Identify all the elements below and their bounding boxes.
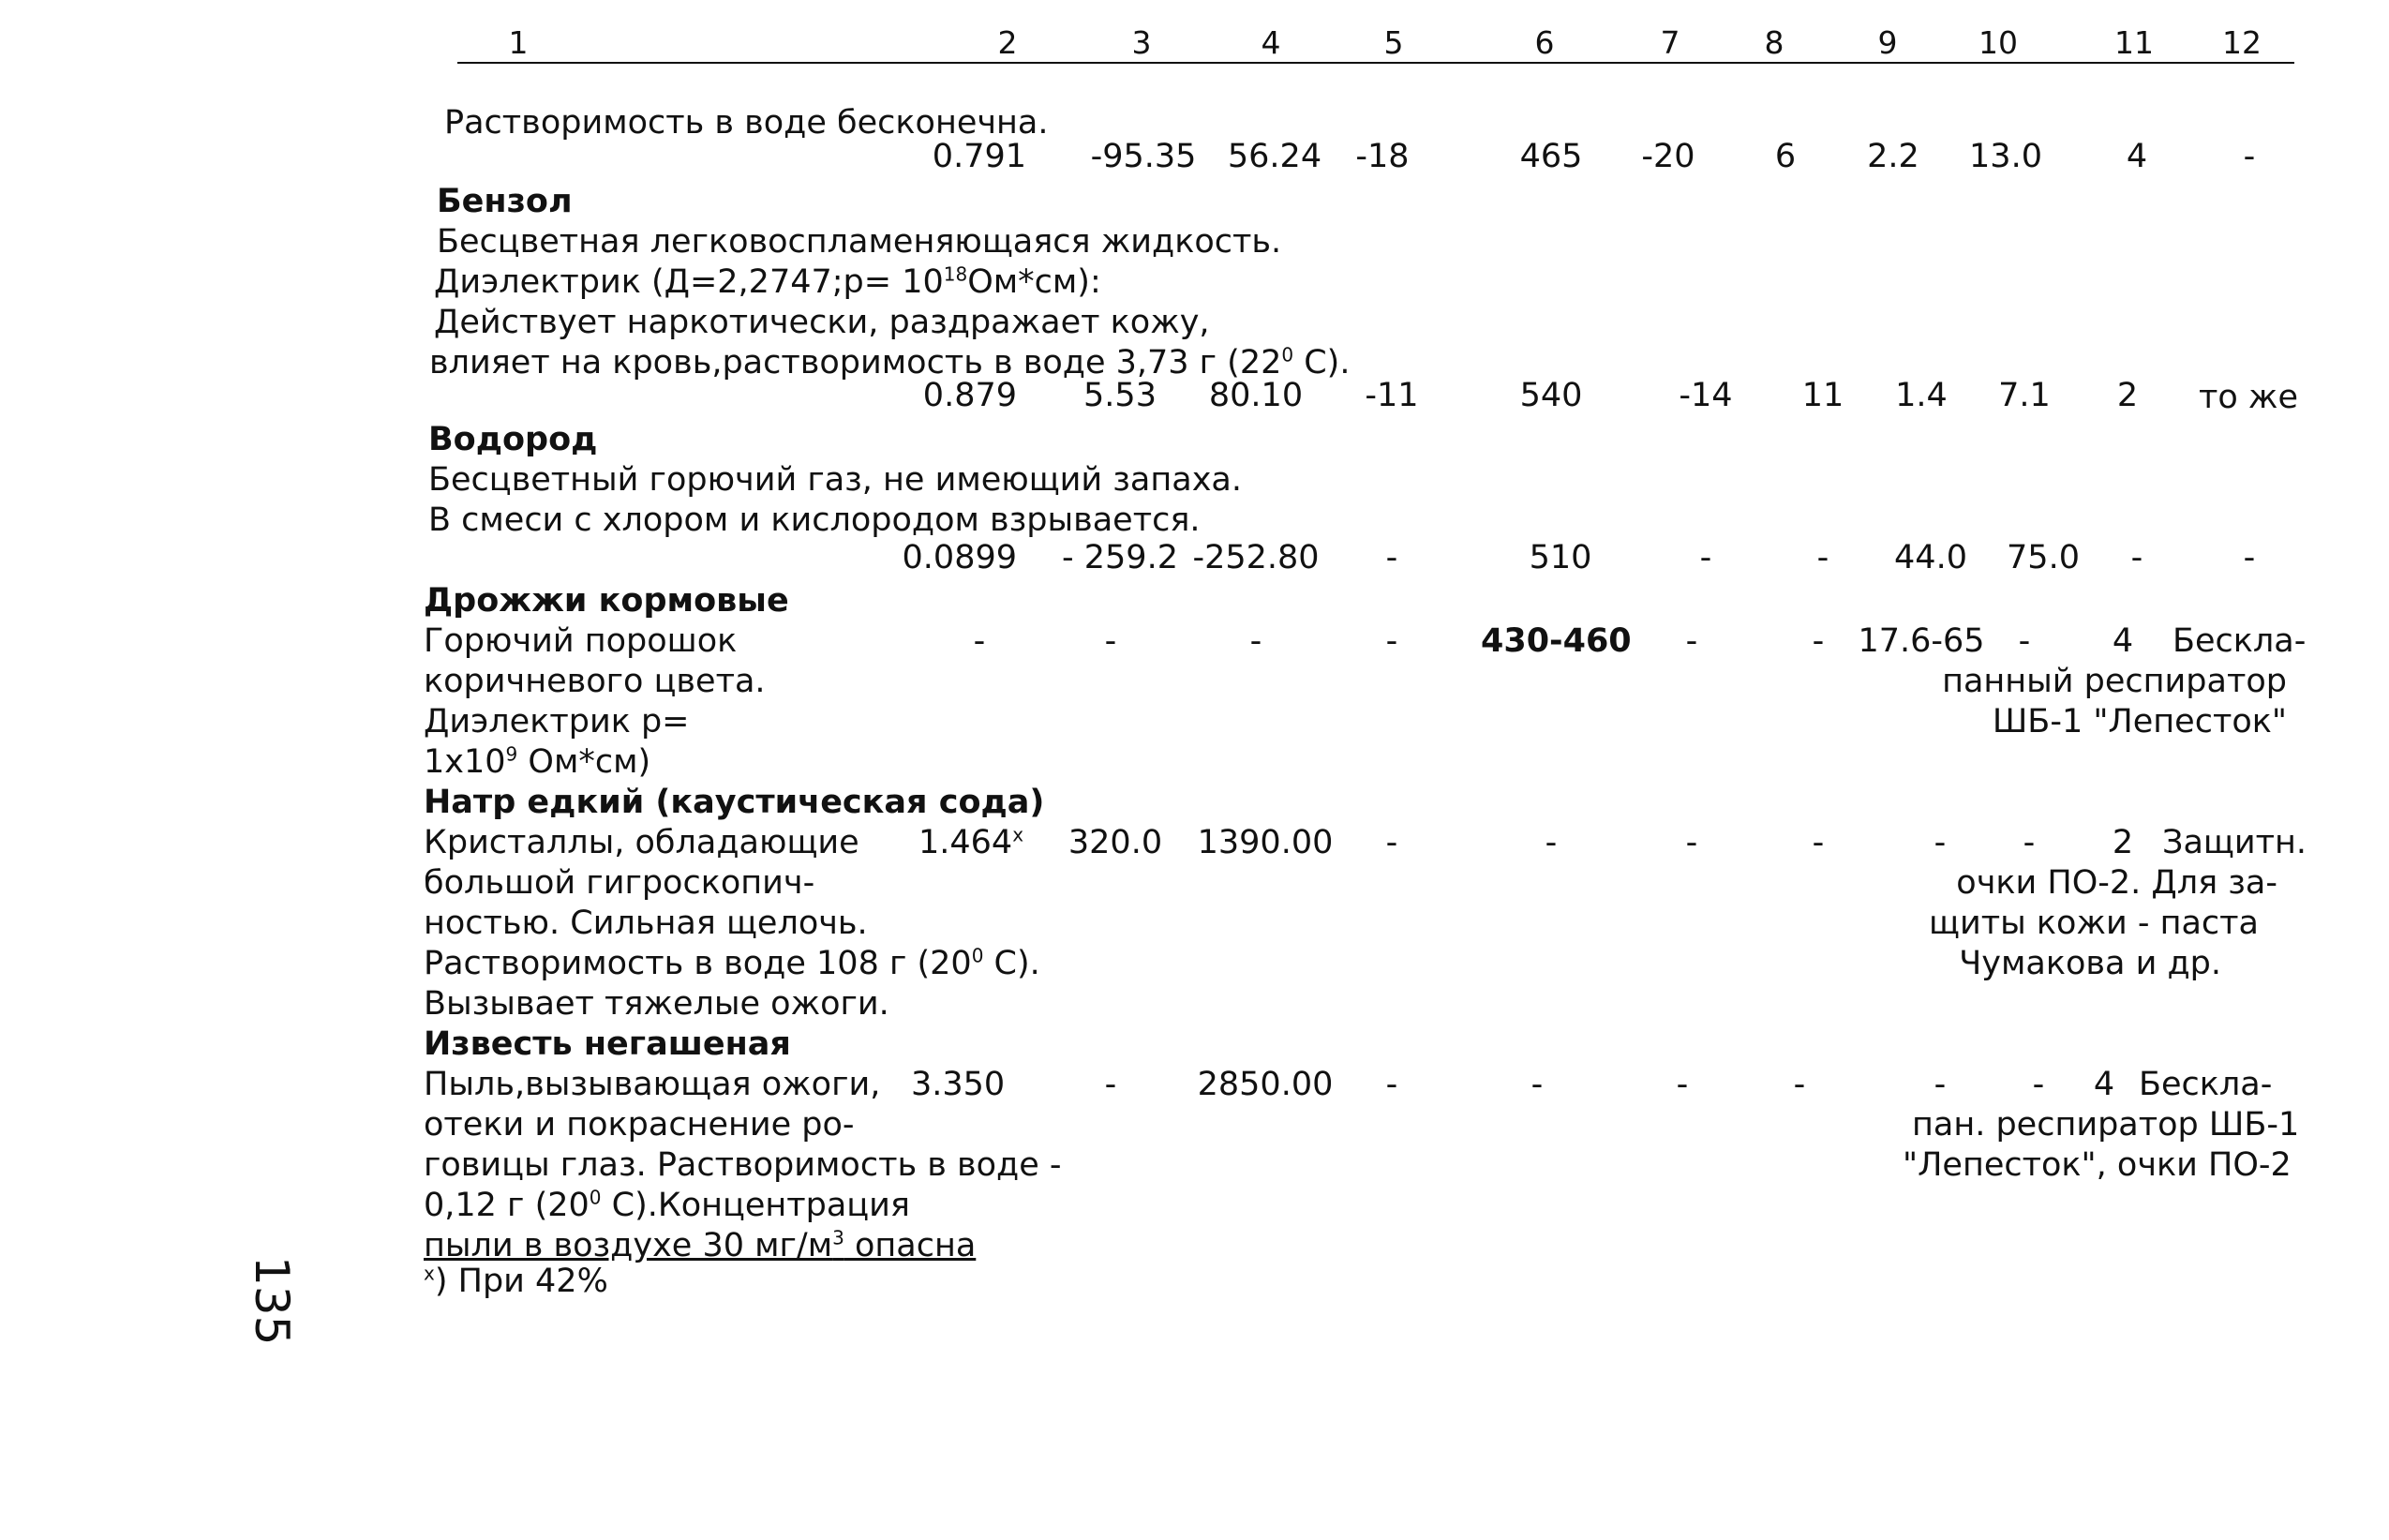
- cell: -: [1685, 622, 1698, 660]
- cell: 11: [1801, 377, 1844, 414]
- cell: 465: [1519, 138, 1583, 175]
- description-line: пыли в воздухе 30 $мг/м^3$ опасна: [424, 1226, 977, 1264]
- cell: 5.53: [1083, 377, 1157, 414]
- protection-line: ШБ-1 "Лепесток": [1992, 703, 2287, 740]
- cell: -: [1934, 1066, 1947, 1103]
- description-line: отеки и покраснение ро-: [424, 1106, 855, 1144]
- description-line: коричневого цвета.: [424, 663, 766, 700]
- column-header-1: 1: [508, 24, 529, 61]
- cell: -: [1385, 622, 1398, 660]
- description-line: Горючий порошок: [424, 622, 738, 660]
- cell: 80.10: [1208, 377, 1304, 414]
- cell: -11: [1365, 377, 1419, 414]
- cell: -: [1104, 622, 1117, 660]
- column-header-12: 12: [2222, 24, 2262, 61]
- cell: - 259.2: [1062, 539, 1178, 576]
- header-rule: [457, 62, 2294, 64]
- protection-line: очки ПО-2. Для за-: [1956, 864, 2277, 902]
- cell: 4: [2126, 138, 2148, 175]
- protection-line: "Лепесток", очки ПО-2: [1903, 1146, 2292, 1184]
- cell: -: [1699, 539, 1712, 576]
- cell: 0.879: [922, 377, 1017, 414]
- cell: -: [1545, 824, 1558, 861]
- cell: -: [2032, 1066, 2045, 1103]
- cell: -: [1104, 1066, 1117, 1103]
- page-number: 135: [245, 1256, 299, 1346]
- column-header-6: 6: [1534, 24, 1555, 61]
- cell: 1390.00: [1197, 824, 1334, 861]
- substance-name: Дрожжи кормовые: [424, 582, 789, 620]
- cell: -20: [1641, 138, 1695, 175]
- protection-line: Защитн.: [2162, 824, 2307, 861]
- cell: 1.4: [1895, 377, 1948, 414]
- cell: 13.0: [1969, 138, 2042, 175]
- protection-line: Чумакова и др.: [1959, 945, 2221, 982]
- cell: 320.0: [1068, 824, 1163, 861]
- column-header-5: 5: [1383, 24, 1404, 61]
- description-line: Действует наркотически, раздражает кожу,: [434, 304, 1210, 341]
- cell: -: [1816, 539, 1829, 576]
- description-line: Кристаллы, обладающие: [424, 824, 859, 861]
- cell: 0.0899: [902, 539, 1017, 576]
- description-line: Бесцветная легковоспламеняющаяся жидкость.: [437, 223, 1282, 261]
- cell: -: [1934, 824, 1947, 861]
- description-line: Растворимость в воде 108 г ($20^0$ С).: [424, 944, 1040, 982]
- cell: 17.6-65: [1858, 622, 1985, 660]
- cell: -: [1385, 1066, 1398, 1103]
- cell: 44.0: [1894, 539, 1967, 576]
- cell: -: [1812, 824, 1825, 861]
- description-line: $1х10^9$ Ом*см): [424, 742, 651, 781]
- cell: -: [1530, 1066, 1544, 1103]
- cell: -: [1249, 622, 1262, 660]
- cell: то же: [2199, 379, 2298, 416]
- cell: -: [2243, 138, 2256, 175]
- description-line: Диэлектрик (Д=2,2747;р= $10^{18}Ом*см$):: [434, 262, 1101, 301]
- description-line: 0,12 г ($20^0$ С).Концентрация: [424, 1186, 910, 1224]
- cell: 0.791: [932, 138, 1026, 175]
- protection-line: пан. респиратор ШБ-1: [1912, 1106, 2300, 1144]
- column-header-2: 2: [997, 24, 1018, 61]
- protection-line: Бескла-: [2172, 622, 2307, 660]
- cell: -18: [1355, 138, 1410, 175]
- cell: -252.80: [1192, 539, 1320, 576]
- column-header-8: 8: [1764, 24, 1784, 61]
- substance-name: Натр едкий (каустическая сода): [424, 784, 1045, 821]
- cell: -: [2023, 824, 2036, 861]
- cell: 3.350: [911, 1066, 1006, 1103]
- protection-line: щиты кожи - паста: [1929, 905, 2259, 942]
- cell: 6: [1774, 138, 1797, 175]
- substance-name: Водород: [428, 421, 598, 458]
- substance-name: Бензол: [437, 183, 573, 220]
- description-line: говицы глаз. Растворимость в воде -: [424, 1146, 1062, 1184]
- cell: -: [1812, 622, 1825, 660]
- column-header-9: 9: [1877, 24, 1898, 61]
- description-line: Бесцветный горючий газ, не имеющий запаха.: [428, 461, 1242, 499]
- cell: -14: [1679, 377, 1733, 414]
- description-line: ностью. Сильная щелочь.: [424, 905, 868, 942]
- column-header-7: 7: [1660, 24, 1680, 61]
- column-header-4: 4: [1261, 24, 1281, 61]
- protection-line: Бескла-: [2139, 1066, 2273, 1103]
- column-header-11: 11: [2114, 24, 2154, 61]
- cell: 2850.00: [1197, 1066, 1334, 1103]
- protection-line: панный респиратор: [1942, 663, 2287, 700]
- column-header-10: 10: [1978, 24, 2018, 61]
- cell: -: [973, 622, 986, 660]
- description-line: большой гигроскопич-: [424, 864, 815, 902]
- description-line: Вызывает тяжелые ожоги.: [424, 985, 889, 1023]
- description-line: Пыль,вызывающая ожоги,: [424, 1066, 881, 1103]
- cell: 2.2: [1867, 138, 1919, 175]
- cell: 510: [1529, 539, 1592, 576]
- cell: $1.464^х$: [918, 823, 1024, 861]
- cell: 75.0: [2007, 539, 2080, 576]
- description-line: В смеси с хлором и кислородом взрывается.: [428, 501, 1201, 539]
- cell: -: [1676, 1066, 1689, 1103]
- column-header-3: 3: [1131, 24, 1152, 61]
- cell: -: [1793, 1066, 1806, 1103]
- cell: 4: [2093, 1066, 2115, 1103]
- cell: -: [2243, 539, 2256, 576]
- footnote: $^х$) При 42%: [424, 1262, 608, 1300]
- cell: 2: [2112, 824, 2134, 861]
- cell: 540: [1519, 377, 1583, 414]
- cell: 430-460: [1481, 622, 1632, 660]
- substance-name: Известь негашеная: [424, 1025, 791, 1063]
- cell: 7.1: [1998, 377, 2051, 414]
- cell: -: [2018, 622, 2031, 660]
- cell: 4: [2112, 622, 2134, 660]
- description-line: влияет на кровь,растворимость в воде 3,73 г ($22^0$ С).: [429, 343, 1351, 381]
- cell: 56.24: [1227, 138, 1322, 175]
- cell: -: [1385, 824, 1398, 861]
- cell: -95.35: [1090, 138, 1197, 175]
- cell: -: [1685, 824, 1698, 861]
- cell: 2: [2116, 377, 2139, 414]
- description-line: Диэлектрик р=: [424, 703, 690, 740]
- cell: -: [1385, 539, 1398, 576]
- intro-text: Растворимость в воде бесконечна.: [444, 104, 1049, 142]
- cell: -: [2130, 539, 2143, 576]
